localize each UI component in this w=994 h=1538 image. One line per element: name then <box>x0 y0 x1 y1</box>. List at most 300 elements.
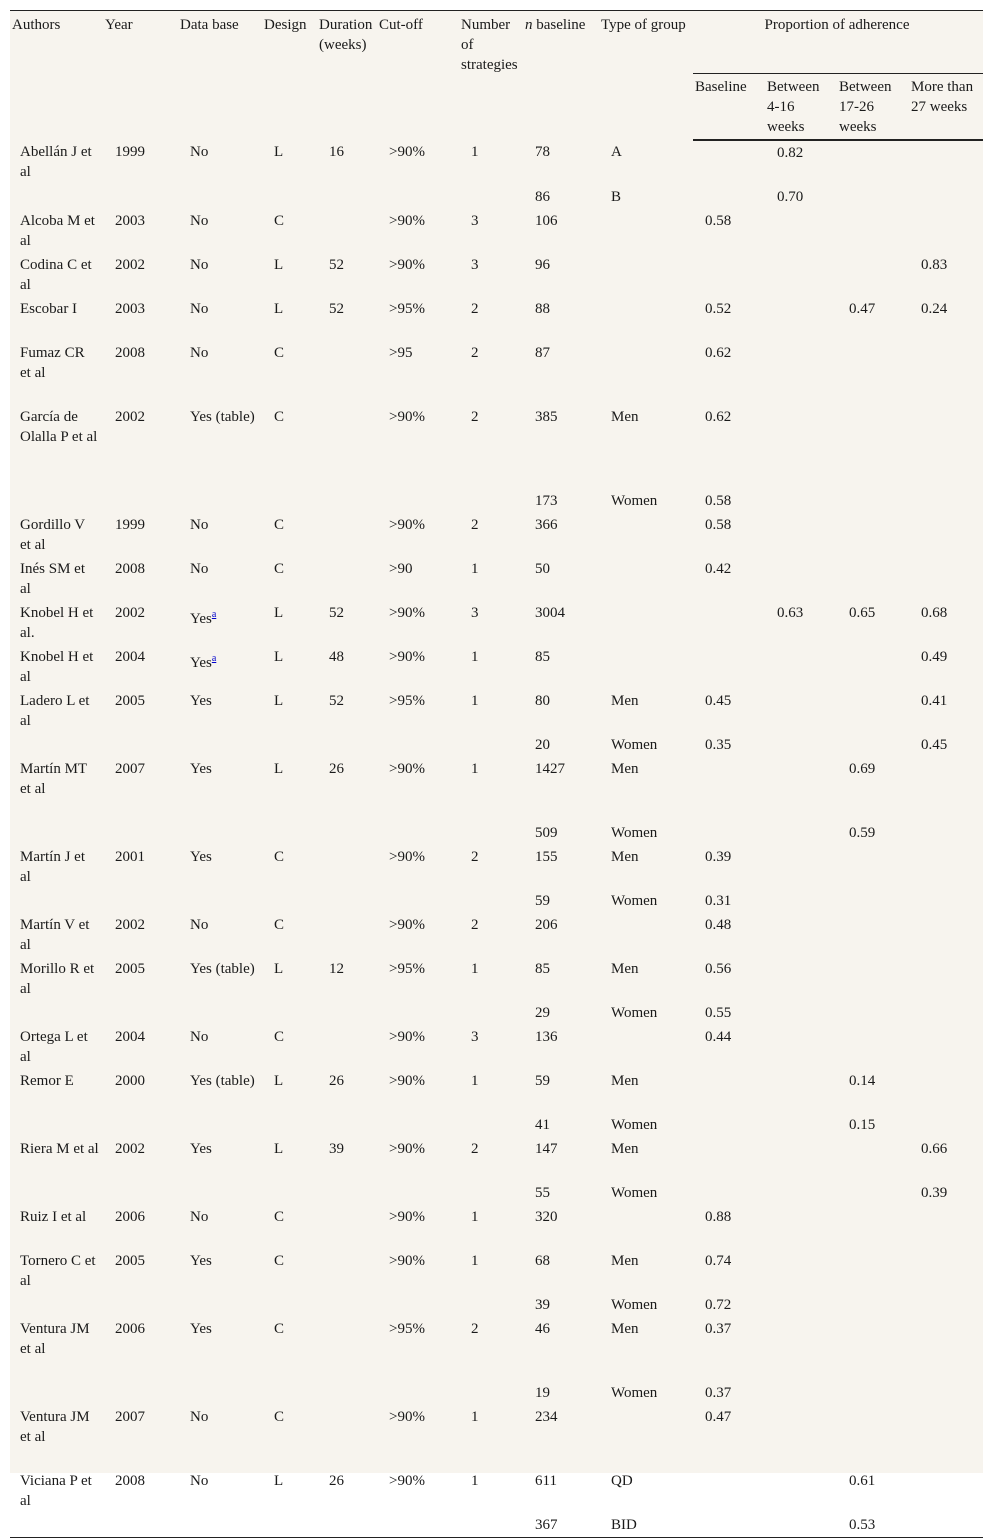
header-sub-17-26: Between 17-26 weeks <box>837 74 909 141</box>
cell-17-26-weeks-text: 0.65 <box>849 605 876 621</box>
cell-design-text: L <box>274 961 284 977</box>
cell-17-26-weeks-text: 0.53 <box>849 1517 876 1533</box>
cell-baseline <box>693 1381 765 1405</box>
cell-n-baseline <box>523 1113 599 1137</box>
cell-strategies <box>459 733 523 757</box>
cell-27-weeks <box>909 1469 983 1513</box>
cell-n-baseline-text: 87 <box>535 345 550 361</box>
header-group-type: Type of group <box>599 11 693 141</box>
cell-author <box>10 341 103 405</box>
cell-cutoff <box>377 253 459 297</box>
cell-n-baseline <box>523 1469 599 1513</box>
cell-year <box>103 341 178 405</box>
cell-year-text: 2008 <box>115 561 145 577</box>
cell-duration <box>317 513 377 557</box>
cell-27-weeks <box>909 209 983 253</box>
cell-design-text: C <box>274 849 285 865</box>
cell-cutoff-text: >90% <box>389 1209 425 1225</box>
cell-design <box>262 209 317 253</box>
cell-baseline <box>693 757 765 821</box>
cell-27-weeks <box>909 1405 983 1469</box>
cell-27-weeks-text: 0.68 <box>921 605 948 621</box>
cell-group-type-text: QD <box>611 1473 633 1489</box>
cell-duration <box>317 1137 377 1181</box>
table-row <box>10 1381 983 1405</box>
cell-database <box>178 957 262 1001</box>
cell-database <box>178 1137 262 1181</box>
cell-n-baseline <box>523 140 599 185</box>
cell-group-type-text: Women <box>611 1297 658 1313</box>
cell-4-16-weeks <box>765 253 837 297</box>
cell-n-baseline <box>523 1181 599 1205</box>
cell-author-text: Ventura JM et al <box>20 1321 90 1357</box>
cell-author-text: Abellán J et al <box>20 144 92 180</box>
cell-design <box>262 185 317 209</box>
cell-author-text: Knobel H et al. <box>20 605 94 641</box>
header-duration: Duration (weeks) <box>317 11 377 141</box>
cell-design <box>262 1469 317 1513</box>
cell-year-text: 2007 <box>115 761 145 777</box>
header-proportion: Proportion of adherence <box>693 11 983 74</box>
cell-author <box>10 1113 103 1137</box>
cell-n-baseline-text: 3004 <box>535 605 565 621</box>
cell-design-text: C <box>274 1321 285 1337</box>
cell-n-baseline <box>523 1405 599 1469</box>
cell-year <box>103 253 178 297</box>
cell-n-baseline <box>523 821 599 845</box>
cell-author <box>10 913 103 957</box>
cell-cutoff-text: >90% <box>389 1073 425 1089</box>
cell-n-baseline <box>523 513 599 557</box>
cell-design-text: C <box>274 517 285 533</box>
cell-baseline <box>693 1001 765 1025</box>
cell-group-type-text: A <box>611 144 622 160</box>
cell-cutoff-text: >90% <box>389 409 425 425</box>
cell-cutoff <box>377 913 459 957</box>
cell-cutoff <box>377 733 459 757</box>
cell-year-text: 2005 <box>115 961 145 977</box>
cell-design-text: C <box>274 917 285 933</box>
cell-n-baseline <box>523 557 599 601</box>
cell-author <box>10 689 103 733</box>
cell-17-26-weeks <box>837 1069 909 1113</box>
cell-database-text: Yes (table) <box>190 1073 255 1089</box>
cell-cutoff-text: >90% <box>389 257 425 273</box>
cell-duration <box>317 1205 377 1249</box>
cell-year <box>103 645 178 689</box>
cell-4-16-weeks <box>765 913 837 957</box>
cell-duration <box>317 1405 377 1469</box>
cell-database <box>178 209 262 253</box>
footnote-link[interactable]: a <box>211 609 217 620</box>
cell-year-text: 1999 <box>115 144 145 160</box>
cell-author <box>10 209 103 253</box>
cell-17-26-weeks <box>837 557 909 601</box>
cell-strategies-text: 1 <box>471 1409 479 1425</box>
cell-group-type <box>599 1001 693 1025</box>
cell-design-text: L <box>274 605 284 621</box>
cell-n-baseline <box>523 1205 599 1249</box>
cell-author <box>10 1137 103 1181</box>
cell-cutoff-text: >95% <box>389 961 425 977</box>
cell-4-16-weeks <box>765 557 837 601</box>
cell-27-weeks <box>909 341 983 405</box>
cell-17-26-weeks <box>837 140 909 185</box>
cell-strategies <box>459 957 523 1001</box>
cell-group-type <box>599 253 693 297</box>
cell-year <box>103 1293 178 1317</box>
cell-design-text: C <box>274 345 285 361</box>
cell-year-text: 2004 <box>115 649 145 665</box>
header-n-italic: n <box>525 17 533 33</box>
cell-group-type-text: Women <box>611 1117 658 1133</box>
cell-duration <box>317 821 377 845</box>
cell-n-baseline-text: 85 <box>535 649 550 665</box>
cell-author <box>10 889 103 913</box>
cell-year <box>103 513 178 557</box>
cell-4-16-weeks <box>765 821 837 845</box>
table-row <box>10 1137 983 1181</box>
cell-year-text: 1999 <box>115 517 145 533</box>
cell-year-text: 2008 <box>115 1473 145 1489</box>
cell-n-baseline-text: 86 <box>535 189 550 205</box>
cell-design <box>262 1249 317 1293</box>
cell-year-text: 2002 <box>115 1141 145 1157</box>
cell-duration <box>317 757 377 821</box>
table-row <box>10 689 983 733</box>
cell-cutoff <box>377 185 459 209</box>
cell-design-text: L <box>274 257 284 273</box>
cell-baseline-text: 0.58 <box>705 493 732 509</box>
cell-database-text: Yes <box>190 761 212 777</box>
cell-baseline-text: 0.39 <box>705 849 732 865</box>
cell-4-16-weeks <box>765 1137 837 1181</box>
cell-27-weeks-text: 0.39 <box>921 1185 948 1201</box>
cell-17-26-weeks <box>837 297 909 341</box>
cell-27-weeks-text: 0.66 <box>921 1141 948 1157</box>
cell-27-weeks <box>909 185 983 209</box>
cell-group-type <box>599 1025 693 1069</box>
cell-cutoff <box>377 1405 459 1469</box>
cell-author <box>10 645 103 689</box>
cell-strategies <box>459 489 523 513</box>
cell-17-26-weeks <box>837 821 909 845</box>
cell-baseline-text: 0.62 <box>705 345 732 361</box>
cell-17-26-weeks <box>837 601 909 645</box>
cell-27-weeks <box>909 140 983 185</box>
cell-baseline-text: 0.37 <box>705 1385 732 1401</box>
header-strategies: Number of strategies <box>459 11 523 141</box>
table-row <box>10 489 983 513</box>
table-row <box>10 645 983 689</box>
cell-duration-text: 16 <box>329 144 344 160</box>
cell-strategies-text: 2 <box>471 917 479 933</box>
table-row <box>10 405 983 489</box>
cell-cutoff-text: >90 <box>389 561 413 577</box>
adherence-table <box>10 10 983 1538</box>
cell-cutoff-text: >90% <box>389 1473 425 1489</box>
table-row <box>10 1513 983 1538</box>
cell-group-type <box>599 341 693 405</box>
cell-group-type-text: Men <box>611 1073 639 1089</box>
cell-year <box>103 1025 178 1069</box>
cell-design-text: C <box>274 1209 285 1225</box>
cell-database-text: No <box>190 345 209 361</box>
cell-group-type <box>599 513 693 557</box>
cell-group-type <box>599 601 693 645</box>
cell-group-type-text: B <box>611 189 622 205</box>
cell-group-type-text: Women <box>611 737 658 753</box>
cell-duration <box>317 557 377 601</box>
cell-baseline-text: 0.72 <box>705 1297 732 1313</box>
cell-group-type <box>599 845 693 889</box>
header-database: Data base <box>178 11 262 141</box>
header-sub-4-16: Between 4-16 weeks <box>765 74 837 141</box>
cell-baseline-text: 0.74 <box>705 1253 732 1269</box>
cell-17-26-weeks-text: 0.59 <box>849 825 876 841</box>
cell-database <box>178 601 262 645</box>
cell-17-26-weeks-text: 0.14 <box>849 1073 876 1089</box>
cell-n-baseline <box>523 1317 599 1381</box>
cell-cutoff-text: >95% <box>389 1321 425 1337</box>
cell-database-text: No <box>190 257 209 273</box>
cell-author-text: Ortega L et al <box>20 1029 88 1065</box>
cell-17-26-weeks-text: 0.61 <box>849 1473 876 1489</box>
cell-27-weeks <box>909 733 983 757</box>
cell-year-text: 2006 <box>115 1209 145 1225</box>
cell-n-baseline <box>523 1137 599 1181</box>
cell-cutoff <box>377 1113 459 1137</box>
cell-author-text: Martín V et al <box>20 917 90 953</box>
cell-year <box>103 1205 178 1249</box>
cell-year <box>103 1469 178 1513</box>
cell-27-weeks-text: 0.41 <box>921 693 948 709</box>
cell-baseline <box>693 1137 765 1181</box>
cell-strategies <box>459 1249 523 1293</box>
cell-4-16-weeks <box>765 1001 837 1025</box>
cell-author <box>10 1317 103 1381</box>
cell-year-text: 2003 <box>115 301 145 317</box>
cell-27-weeks-text: 0.49 <box>921 649 948 665</box>
cell-author <box>10 297 103 341</box>
cell-27-weeks <box>909 601 983 645</box>
cell-strategies <box>459 1137 523 1181</box>
cell-strategies <box>459 689 523 733</box>
cell-baseline <box>693 405 765 489</box>
cell-n-baseline <box>523 1069 599 1113</box>
table-row <box>10 1249 983 1293</box>
cell-4-16-weeks <box>765 733 837 757</box>
cell-database <box>178 1025 262 1069</box>
cell-baseline <box>693 489 765 513</box>
header-sub-baseline: Baseline <box>693 74 765 141</box>
cell-duration <box>317 1113 377 1137</box>
cell-27-weeks <box>909 1205 983 1249</box>
cell-baseline-text: 0.56 <box>705 961 732 977</box>
cell-database <box>178 913 262 957</box>
cell-27-weeks <box>909 689 983 733</box>
cell-n-baseline-text: 155 <box>535 849 558 865</box>
cell-year-text: 2006 <box>115 1321 145 1337</box>
table-row <box>10 601 983 645</box>
cell-year <box>103 185 178 209</box>
cell-design-text: L <box>274 693 284 709</box>
cell-n-baseline-text: 96 <box>535 257 550 273</box>
cell-design <box>262 913 317 957</box>
cell-strategies <box>459 1181 523 1205</box>
cell-group-type-text: Men <box>611 1253 639 1269</box>
cell-baseline-text: 0.58 <box>705 213 732 229</box>
cell-baseline <box>693 601 765 645</box>
cell-27-weeks <box>909 1317 983 1381</box>
cell-design-text: L <box>274 144 284 160</box>
cell-year-text: 2008 <box>115 345 145 361</box>
table-row <box>10 1293 983 1317</box>
cell-duration <box>317 845 377 889</box>
cell-author <box>10 757 103 821</box>
cell-year-text: 2005 <box>115 1253 145 1269</box>
cell-17-26-weeks <box>837 489 909 513</box>
cell-n-baseline <box>523 601 599 645</box>
cell-strategies-text: 1 <box>471 1253 479 1269</box>
cell-author <box>10 1381 103 1405</box>
cell-database-text: No <box>190 301 209 317</box>
cell-n-baseline-text: 59 <box>535 1073 550 1089</box>
cell-database <box>178 140 262 185</box>
cell-n-baseline-text: 366 <box>535 517 558 533</box>
cell-group-type <box>599 733 693 757</box>
cell-baseline <box>693 821 765 845</box>
cell-design-text: C <box>274 561 285 577</box>
cell-design <box>262 1001 317 1025</box>
cell-group-type <box>599 689 693 733</box>
cell-design <box>262 821 317 845</box>
cell-strategies-text: 3 <box>471 257 479 273</box>
cell-4-16-weeks <box>765 1205 837 1249</box>
cell-database <box>178 1513 262 1538</box>
cell-cutoff <box>377 1137 459 1181</box>
adherence-table-container <box>10 10 983 1533</box>
cell-author <box>10 1469 103 1513</box>
cell-group-type-text: BID <box>611 1517 637 1533</box>
table-row <box>10 1317 983 1381</box>
cell-n-baseline <box>523 489 599 513</box>
cell-17-26-weeks <box>837 1025 909 1069</box>
cell-group-type <box>599 405 693 489</box>
table-row <box>10 1469 983 1513</box>
cell-group-type-text: Men <box>611 693 639 709</box>
cell-cutoff <box>377 1001 459 1025</box>
cell-year-text: 2000 <box>115 1073 145 1089</box>
cell-17-26-weeks <box>837 341 909 405</box>
cell-year <box>103 889 178 913</box>
cell-group-type <box>599 1069 693 1113</box>
cell-design-text: C <box>274 1409 285 1425</box>
cell-n-baseline-text: 19 <box>535 1385 550 1401</box>
cell-design <box>262 1513 317 1538</box>
cell-strategies <box>459 1001 523 1025</box>
cell-group-type <box>599 1249 693 1293</box>
cell-17-26-weeks-text: 0.69 <box>849 761 876 777</box>
cell-duration-text: 52 <box>329 301 344 317</box>
cell-cutoff-text: >90% <box>389 849 425 865</box>
cell-n-baseline-text: 1427 <box>535 761 565 777</box>
cell-author <box>10 1293 103 1317</box>
cell-strategies <box>459 513 523 557</box>
table-row <box>10 140 983 185</box>
cell-design <box>262 601 317 645</box>
cell-author <box>10 1249 103 1293</box>
cell-cutoff-text: >90% <box>389 213 425 229</box>
cell-design-text: L <box>274 1473 284 1489</box>
cell-design-text: L <box>274 1141 284 1157</box>
table-row <box>10 1069 983 1113</box>
cell-cutoff <box>377 645 459 689</box>
cell-baseline <box>693 889 765 913</box>
cell-17-26-weeks <box>837 913 909 957</box>
cell-n-baseline <box>523 185 599 209</box>
cell-year <box>103 913 178 957</box>
cell-author <box>10 253 103 297</box>
cell-database-text: Yes <box>190 611 212 627</box>
cell-4-16-weeks <box>765 297 837 341</box>
cell-author-text: Tornero C et al <box>20 1253 96 1289</box>
cell-design <box>262 1113 317 1137</box>
cell-17-26-weeks <box>837 645 909 689</box>
table-row <box>10 1001 983 1025</box>
cell-duration <box>317 1181 377 1205</box>
cell-baseline <box>693 1469 765 1513</box>
cell-27-weeks <box>909 1025 983 1069</box>
cell-cutoff <box>377 889 459 913</box>
cell-group-type-text: Women <box>611 893 658 909</box>
cell-n-baseline <box>523 757 599 821</box>
cell-year <box>103 733 178 757</box>
cell-17-26-weeks <box>837 1469 909 1513</box>
cell-database <box>178 821 262 845</box>
cell-cutoff-text: >90% <box>389 649 425 665</box>
cell-design <box>262 757 317 821</box>
cell-cutoff <box>377 1381 459 1405</box>
cell-design <box>262 845 317 889</box>
cell-duration-text: 52 <box>329 257 344 273</box>
cell-n-baseline <box>523 405 599 489</box>
cell-duration <box>317 1381 377 1405</box>
cell-baseline <box>693 1205 765 1249</box>
cell-duration-text: 48 <box>329 649 344 665</box>
cell-design <box>262 1137 317 1181</box>
cell-database <box>178 297 262 341</box>
cell-baseline <box>693 341 765 405</box>
table-row <box>10 1405 983 1469</box>
cell-duration <box>317 1293 377 1317</box>
cell-4-16-weeks <box>765 140 837 185</box>
cell-database-text: No <box>190 213 209 229</box>
cell-database-text: Yes (table) <box>190 409 255 425</box>
cell-group-type <box>599 1293 693 1317</box>
cell-database <box>178 489 262 513</box>
cell-year <box>103 405 178 489</box>
cell-27-weeks <box>909 645 983 689</box>
cell-4-16-weeks <box>765 689 837 733</box>
cell-database-text: Yes <box>190 1321 212 1337</box>
cell-database <box>178 1381 262 1405</box>
footnote-link[interactable]: a <box>211 653 217 664</box>
header-cutoff: Cut-off <box>377 11 459 141</box>
cell-author <box>10 845 103 889</box>
cell-4-16-weeks <box>765 513 837 557</box>
cell-group-type-text: Men <box>611 849 639 865</box>
